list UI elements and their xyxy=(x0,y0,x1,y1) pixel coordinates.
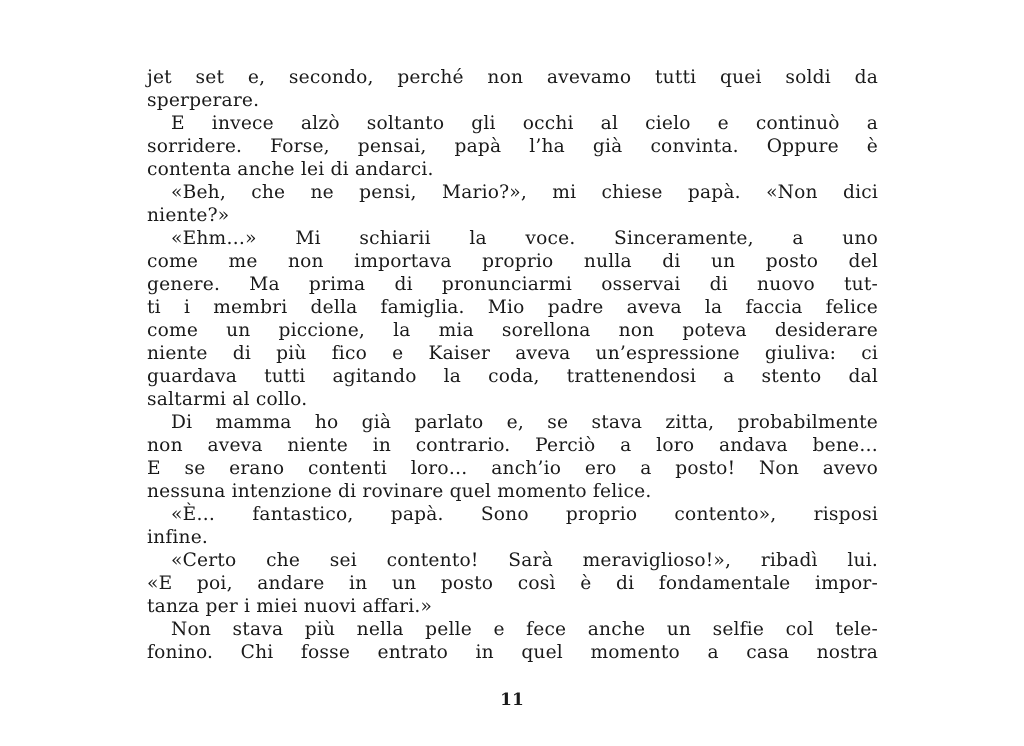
text-line: E invece alzò soltanto gli occhi al cielo e continuò a xyxy=(171,113,878,134)
text-line: saltarmi al collo. xyxy=(147,389,308,410)
text-line: Di mamma ho già parlato e, se stava zitta, probabilmente xyxy=(171,412,878,433)
text-line: «Certo che sei contento! Sarà meraviglioso!», ribadì lui. xyxy=(171,550,878,571)
page-number: 11 xyxy=(500,690,524,710)
text-line: Non stava più nella pelle e fece anche un selfie col tele- xyxy=(171,619,878,640)
text-line: «E poi, andare in un posto così è di fondamentale impor- xyxy=(147,573,878,594)
text-line: «Beh, che ne pensi, Mario?», mi chiese papà. «Non dici xyxy=(171,182,878,203)
text-line: guardava tutti agitando la coda, trattenendosi a stento dal xyxy=(147,366,878,387)
text-line: jet set e, secondo, perché non avevamo tutti quei soldi da xyxy=(147,67,878,88)
text-line: ti i membri della famiglia. Mio padre aveva la faccia felice xyxy=(147,297,878,318)
text-line: come me non importava proprio nulla di un posto del xyxy=(147,251,878,272)
text-line: infine. xyxy=(147,527,209,548)
text-line: niente di più fico e Kaiser aveva un’espressione giuliva: ci xyxy=(147,343,878,364)
text-line: «Ehm…» Mi schiarii la voce. Sinceramente, a uno xyxy=(171,228,878,249)
text-line: E se erano contenti loro… anch’io ero a posto! Non avevo xyxy=(147,458,878,479)
text-line: sorridere. Forse, pensai, papà l’ha già convinta. Oppure è xyxy=(147,136,878,157)
text-line: «È… fantastico, papà. Sono proprio contento», risposi xyxy=(171,504,878,525)
text-line: genere. Ma prima di pronunciarmi osservai di nuovo tut- xyxy=(147,274,878,295)
text-line: nessuna intenzione di rovinare quel momento felice. xyxy=(147,481,652,502)
page-body xyxy=(147,66,878,664)
text-line: fonino. Chi fosse entrato in quel momento a casa nostra xyxy=(147,642,878,663)
text-line: sperperare. xyxy=(147,90,260,111)
text-line: tanza per i miei nuovi affari.» xyxy=(147,596,433,617)
text-line: come un piccione, la mia sorellona non poteva desiderare xyxy=(147,320,878,341)
text-line: non aveva niente in contrario. Perciò a loro andava bene… xyxy=(147,435,878,456)
text-line: contenta anche lei di andarci. xyxy=(147,159,434,180)
text-line: niente?» xyxy=(147,205,230,226)
